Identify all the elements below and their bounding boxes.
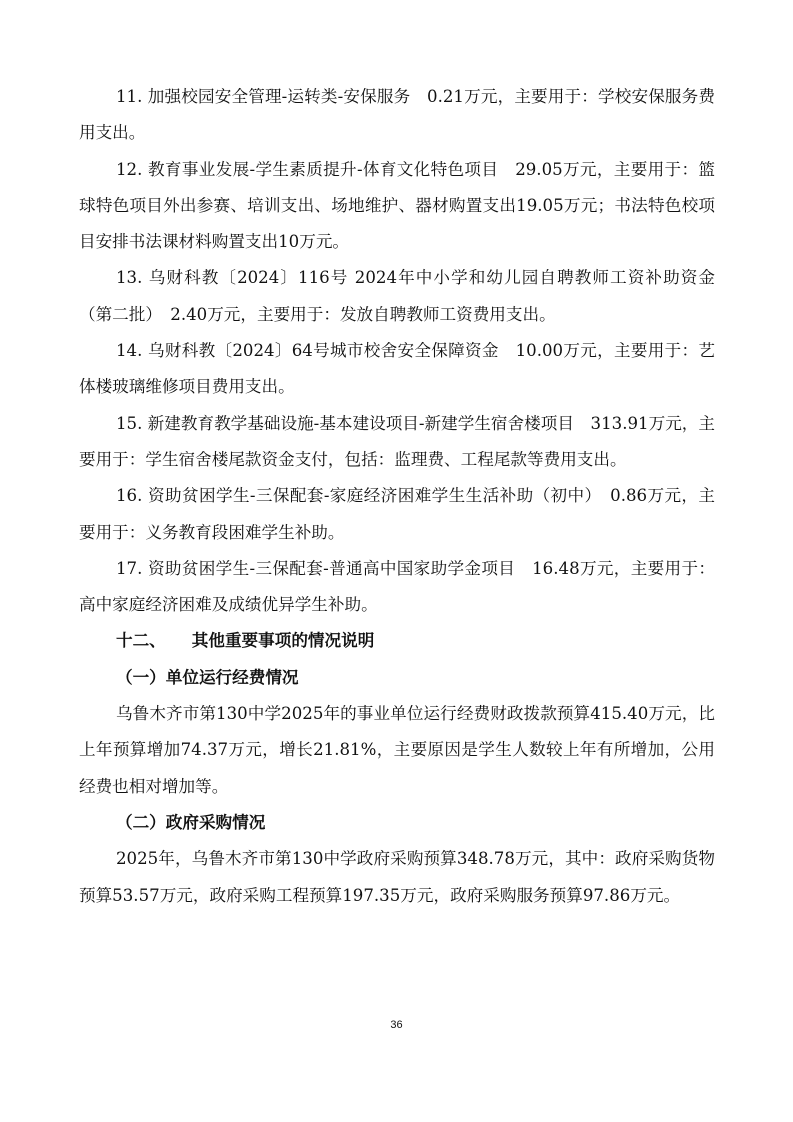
section-twelve-title: 其他重要事项的情况说明	[191, 631, 375, 651]
subsection-one-body: 乌鲁木齐市第130中学2025年的事业单位运行经费财政拨款预算415.40万元，比上年预算增加74.37万元，增长21.81%，主要原因是学生人数较上年有所增加，公用经费也相对增加等。	[79, 704, 715, 796]
section-twelve-heading	[79, 623, 715, 659]
item-11-paragraph: 11. 加强校园安全管理-运转类-安保服务 0.21万元，主要用于：学校安保服务费用支出。	[79, 87, 715, 143]
item-13-paragraph: 13. 乌财科教〔2024〕116号 2024年中小学和幼儿园自聘教师工资补助资金（第二批） 2.40万元，主要用于：发放自聘教师工资费用支出。	[79, 268, 715, 324]
item-12-paragraph: 12. 教育事业发展-学生素质提升-体育文化特色项目 29.05万元，主要用于：篮球特色项目外出参赛、培训支出、场地维护、器材购置支出19.05万元；书法特色校项目安排书法课材料购置支出10万元。	[79, 159, 715, 252]
item-14-paragraph: 14. 乌财科教〔2024〕64号城市校舍安全保障资金 10.00万元，主要用于：艺体楼玻璃维修项目费用支出。	[79, 341, 715, 397]
subsection-one-heading: （一）单位运行经费情况	[116, 667, 299, 687]
item-16-paragraph: 16. 资助贫困学生-三保配套-家庭经济困难学生生活补助（初中） 0.86万元，主要用于：义务教育段困难学生补助。	[79, 486, 715, 542]
subsection-two-heading: （二）政府采购情况	[116, 812, 266, 832]
subsection-two-body: 2025年，乌鲁木齐市第130中学政府采购预算348.78万元，其中：政府采购货物预算53.57万元，政府采购工程预算197.35万元，政府采购服务预算97.86万元。	[79, 849, 715, 905]
section-twelve-number: 十二、	[116, 631, 166, 651]
page-content	[79, 79, 715, 914]
item-17-paragraph: 17. 资助贫困学生-三保配套-普通高中国家助学金项目 16.48万元，主要用于：高中家庭经济困难及成绩优异学生补助。	[79, 558, 715, 615]
item-15-paragraph: 15. 新建教育教学基础设施-基本建设项目-新建学生宿舍楼项目 313.91万元，主要用于：学生宿舍楼尾款资金支付，包括：监理费、工程尾款等费用支出。	[79, 413, 715, 469]
page-number: 36	[390, 1019, 403, 1031]
